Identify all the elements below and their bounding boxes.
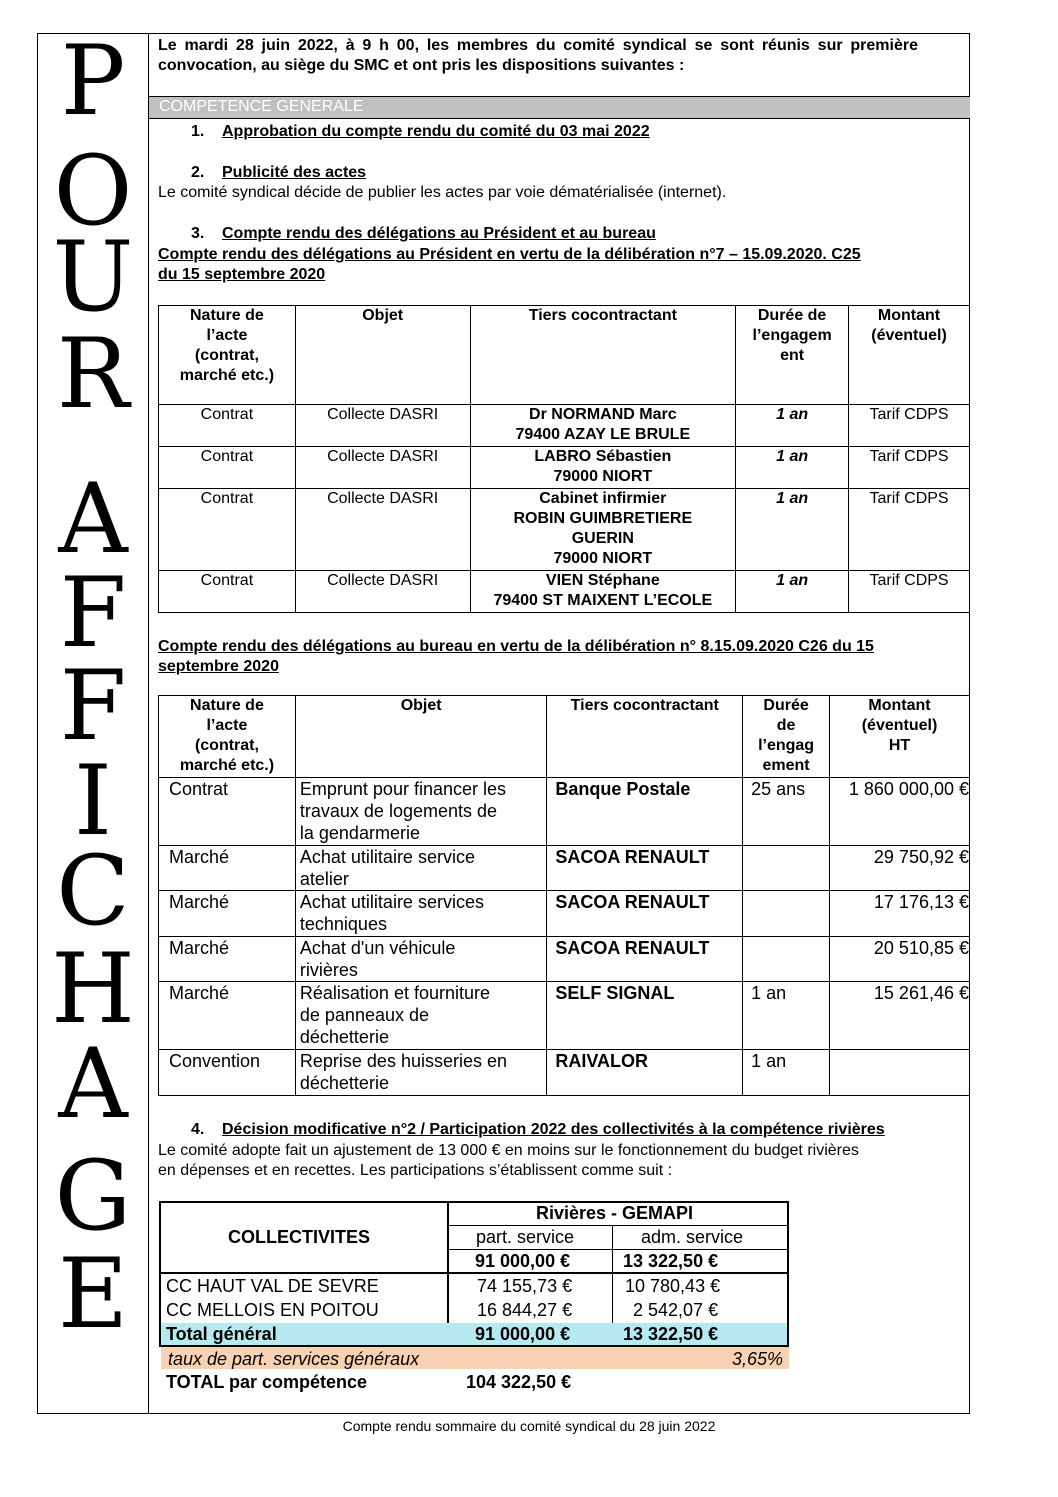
cell-nature: Marché <box>159 937 296 982</box>
item1-num: 1. <box>191 123 205 140</box>
total-top-1: 91 000,00 € <box>475 1251 571 1271</box>
banner-letter: F <box>59 650 127 762</box>
cell-tiers: Banque Postale <box>547 778 743 846</box>
banner-letter: U <box>52 221 134 333</box>
cell-duree: 1 an <box>743 982 830 1050</box>
cell-objet: Réalisation et fourniture de panneaux de déchetterie <box>295 982 547 1050</box>
table-row <box>159 891 970 937</box>
row2-v2: 2 542,07 € <box>633 1300 719 1320</box>
section-header-bar <box>149 97 970 119</box>
cell-tiers: SACOA RENAULT <box>547 846 743 891</box>
item2-text: Le comité syndical décide de publier les actes par voie dématérialisée (internet). <box>158 184 727 201</box>
cell-objet: Achat utilitaire service atelier <box>295 846 547 891</box>
side-banner <box>37 25 149 1414</box>
cell-duree <box>743 937 830 982</box>
cell-nature: Contrat <box>159 489 296 571</box>
table-row <box>159 489 970 571</box>
cell-montant: 20 510,85 € <box>830 937 970 982</box>
item2-title: Publicité des actes <box>222 164 367 181</box>
item4-line2: en dépenses et en recettes. Les participations s’établissent comme suit : <box>158 1162 673 1179</box>
table-header-row <box>159 306 970 405</box>
taux-label: taux de part. services généraux <box>168 1349 420 1369</box>
header-duree: Durée de l’engagem ent <box>736 306 849 405</box>
cell-montant: Tarif CDPS <box>849 489 970 571</box>
collectivites-header: COLLECTIVITES <box>228 1227 371 1247</box>
table-row <box>159 1050 970 1096</box>
header-montant: Montant (éventuel) <box>849 306 970 405</box>
item3-title: Compte rendu des délégations au Président et au bureau <box>222 225 656 242</box>
cell-tiers: LABRO Sébastien 79000 NIORT <box>470 447 736 489</box>
cell-montant: 29 750,92 € <box>830 846 970 891</box>
cell-nature: Marché <box>159 846 296 891</box>
row1-v2: 10 780,43 € <box>625 1276 721 1296</box>
cell-duree: 1 an <box>743 1050 830 1096</box>
total-v1: 91 000,00 € <box>475 1324 571 1344</box>
cell-tiers: Dr NORMAND Marc 79400 AZAY LE BRULE <box>470 405 736 447</box>
header-tiers: Tiers cocontractant <box>547 696 743 778</box>
row2-v1: 16 844,27 € <box>477 1300 573 1320</box>
item3-sub2-line1: Compte rendu des délégations au bureau en vertu de la délibération n° 8.15.09.2020 C26 du 15 <box>158 638 874 655</box>
intro-paragraph: Le mardi 28 juin 2022, à 9 h 00, les membres du comité syndical se sont réunis sur première convocation, au siège du SMC et ont pris les dispositions suivantes : <box>158 37 918 74</box>
item3-num: 3. <box>191 225 205 242</box>
item3-sub1-line1: Compte rendu des délégations au Président en vertu de la délibération n°7 – 15.09.2020. C25 <box>158 246 861 263</box>
table-row <box>159 778 970 846</box>
cell-duree <box>743 846 830 891</box>
cell-montant: Tarif CDPS <box>849 447 970 489</box>
total-competence-value: 104 322,50 € <box>466 1372 572 1392</box>
item4-num: 4. <box>191 1121 205 1138</box>
table-row <box>159 846 970 891</box>
header-montant: Montant (éventuel) HT <box>830 696 970 778</box>
cell-montant: Tarif CDPS <box>849 405 970 447</box>
cell-duree: 1 an <box>736 447 849 489</box>
row2-name: CC MELLOIS EN POITOU <box>166 1300 379 1320</box>
total-v2: 13 322,50 € <box>623 1324 719 1344</box>
cell-nature: Convention <box>159 1050 296 1096</box>
header-duree: Durée de l’engag ement <box>743 696 830 778</box>
col2-header: adm. service <box>641 1227 744 1247</box>
taux-value: 3,65% <box>732 1349 784 1369</box>
table-row <box>159 405 970 447</box>
total-competence-label: TOTAL par compétence <box>166 1372 368 1392</box>
banner-letter: F <box>59 557 127 669</box>
cell-duree: 25 ans <box>743 778 830 846</box>
cell-nature: Contrat <box>159 571 296 613</box>
cell-objet: Collecte DASRI <box>295 489 470 571</box>
banner-letter: I <box>74 745 112 857</box>
banner-letter: E <box>57 1238 129 1350</box>
bureau-delegations-table <box>158 695 970 1096</box>
table-row <box>159 571 970 613</box>
banner-letter: O <box>53 135 133 247</box>
header-objet: Objet <box>295 306 470 405</box>
cell-tiers: Cabinet infirmier ROBIN GUIMBRETIERE GUERIN 79000 NIORT <box>470 489 736 571</box>
cell-duree <box>743 891 830 937</box>
divider <box>159 1272 789 1274</box>
total-top-2: 13 322,50 € <box>623 1251 719 1271</box>
banner-letter: R <box>56 318 130 430</box>
group-header: Rivières - GEMAPI <box>536 1203 694 1223</box>
cell-duree: 1 an <box>736 405 849 447</box>
cell-objet: Achat d'un véhicule rivières <box>295 937 547 982</box>
table-row <box>159 447 970 489</box>
banner-letter: C <box>56 835 130 947</box>
section-title: COMPETENCE GENERALE <box>159 98 364 115</box>
cell-nature: Contrat <box>159 447 296 489</box>
cell-objet: Collecte DASRI <box>295 447 470 489</box>
banner-letter: A <box>58 1028 128 1140</box>
row1-v1: 74 155,73 € <box>477 1276 573 1296</box>
total-label: Total général <box>166 1324 277 1344</box>
banner-letter: A <box>58 463 128 575</box>
cell-objet: Collecte DASRI <box>295 405 470 447</box>
header-tiers: Tiers cocontractant <box>470 306 736 405</box>
cell-tiers: RAIVALOR <box>547 1050 743 1096</box>
cell-tiers: SACOA RENAULT <box>547 891 743 937</box>
cell-objet: Reprise des huisseries en déchetterie <box>295 1050 547 1096</box>
cell-objet: Achat utilitaire services techniques <box>295 891 547 937</box>
table-row <box>159 982 970 1050</box>
cell-nature: Contrat <box>159 778 296 846</box>
item1-title: Approbation du compte rendu du comité du 03 mai 2022 <box>222 123 650 140</box>
header-nature: Nature de l’acte (contrat, marché etc.) <box>159 306 296 405</box>
banner-letter: P <box>60 25 126 137</box>
cell-nature: Marché <box>159 982 296 1050</box>
cell-montant: Tarif CDPS <box>849 571 970 613</box>
cell-montant: 17 176,13 € <box>830 891 970 937</box>
cell-nature: Marché <box>159 891 296 937</box>
cell-tiers: SELF SIGNAL <box>547 982 743 1050</box>
cell-montant: 15 261,46 € <box>830 982 970 1050</box>
item4-line1: Le comité adopte fait un ajustement de 13 000 € en moins sur le fonctionnement du budget rivières <box>158 1142 859 1159</box>
banner-letter: H <box>51 933 135 1045</box>
item2-num: 2. <box>191 164 205 181</box>
cell-tiers: VIEN Stéphane 79400 ST MAIXENT L’ECOLE <box>470 571 736 613</box>
cell-montant: 1 860 000,00 € <box>830 778 970 846</box>
header-nature: Nature de l’acte (contrat, marché etc.) <box>159 696 296 778</box>
cell-objet: Collecte DASRI <box>295 571 470 613</box>
col1-header: part. service <box>476 1227 575 1247</box>
page-footer: Compte rendu sommaire du comité syndical du 28 juin 2022 <box>342 1418 716 1434</box>
cell-tiers: SACOA RENAULT <box>547 937 743 982</box>
item3-sub1-line2: du 15 septembre 2020 <box>158 266 326 283</box>
item3-sub2-line2: septembre 2020 <box>158 658 279 675</box>
cell-nature: Contrat <box>159 405 296 447</box>
president-delegations-table <box>158 305 970 613</box>
cell-objet: Emprunt pour financer les travaux de logements de la gendarmerie <box>295 778 547 846</box>
cell-duree: 1 an <box>736 489 849 571</box>
row1-name: CC HAUT VAL DE SEVRE <box>166 1276 379 1296</box>
banner-letter: G <box>54 1140 132 1252</box>
table-row <box>159 937 970 982</box>
table-header-row <box>159 696 970 778</box>
item4-title: Décision modificative n°2 / Participation 2022 des collectivités à la compétence rivières <box>222 1121 885 1138</box>
cell-duree: 1 an <box>736 571 849 613</box>
header-objet: Objet <box>295 696 547 778</box>
cell-montant <box>830 1050 970 1096</box>
